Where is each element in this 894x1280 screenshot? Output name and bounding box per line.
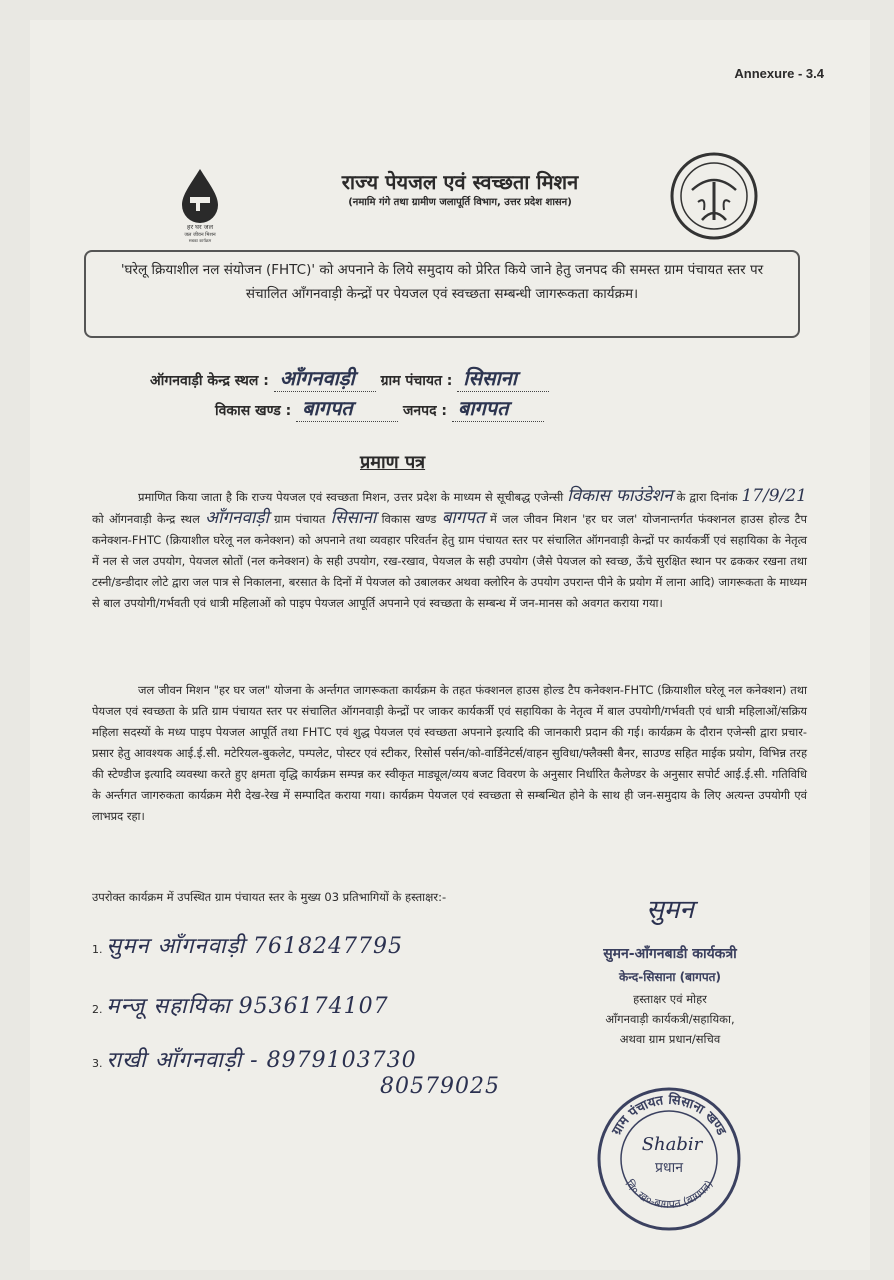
certificate-paragraph-1 — [92, 486, 807, 614]
program-box: 'घरेलू क्रियाशील नल संयोजन (FHTC)' को अपनाने के लिये समुदाय को प्रेरित किये जाने हेतु जनपद की समस्त ग्राम पंचायत स्तर पर संचालित आँगनवाड़ी केन्द्रों पर पेयजल एवं स्वच्छता सम्बन्धी जागरूकता कार्यक्रम। — [84, 250, 800, 338]
participant-3-extra — [380, 1074, 500, 1099]
vikas-khand-row — [215, 394, 544, 422]
site-name: आँगनवाड़ी — [205, 508, 269, 528]
para1-text-2: के द्वारा दिनांक — [676, 490, 738, 504]
gram-panchayat-label: ग्राम पंचायत : — [380, 373, 453, 389]
agency-name: विकास फाउंडेशन — [567, 486, 673, 506]
svg-text:ग्राम पंचायत सिसाना खण्ड — [609, 1092, 729, 1139]
participant-3 — [92, 1044, 417, 1074]
para1-text-1: प्रमाणित किया जाता है कि राज्य पेयजल एवं स्वच्छता मिशन, उत्तर प्रदेश के माध्यम से सूचीबद्ध एजेन्सी — [138, 490, 564, 504]
sign-label-2: आँगनवाड़ी कार्यकत्री/सहायिका, — [605, 1012, 735, 1026]
gram-pradhan-stamp — [594, 1084, 744, 1234]
header-subtitle: (नमामि गंगे तथा ग्रामीण जलापूर्ति विभाग, उत्तर प्रदेश शासन) — [348, 197, 572, 208]
para1-text-6: में जल जीवन मिशन 'हर घर जल' योजनान्तर्गत फंक्शनल हाउस होल्ड टैप कनेक्शन-FHTC (क्रियाशील घरेलू नल कनेक्शन) को अपनाने तथा व्यवहार परिवर्तन हेतु ग्राम पंचायत स्तर पर संचालित ऑगनवाड़ी केन्द्रों पर कार्यकर्त्री एवं सहायिका के नेतृत्व में नल से जल उपयोग, पेयजल स्रोतों (नल कनेक्शन) के सही उपयोग, रख-रखाव, पेयजल के सही उपयोग (जैसे पेयजल को स्वच्छ, ऊँचे सुरक्षित स्थान पर ढककर रखना तथा टस्नी/डन्डीदार लोटे द्वारा जल पात्र से निकालना, बरसात के दिनों में पेयजल को उबालकर अथवा क्लोरिन के उपयोग उपरान्त पीने के प्रयोग में लाना आदि) जागरूकता के माध्यम से बाल उपयोगी/गर्भवती एवं धात्री महिलाओं को पाइप पेयजल आपूर्ति अपनाने एवं स्वच्छता के सम्बन्ध में जन-मानस को अवगत कराया गया। — [92, 512, 807, 610]
header-title: राज्य पेयजल एवं स्वच्छता मिशन — [341, 170, 579, 194]
janpad-label: जनपद : — [402, 403, 447, 419]
sign-label-3: अथवा ग्राम प्रधान/सचिव — [619, 1032, 721, 1046]
participant-1 — [92, 930, 403, 960]
sign-label-1: हस्ताक्षर एवं मोहर — [633, 992, 707, 1006]
certificate-title: प्रमाण पत्र — [360, 452, 426, 473]
anganwadi-row — [150, 364, 549, 392]
svg-text:वि० ख०-बागपत (बागपत) — [622, 1178, 715, 1211]
logo-text-3: सबका कार्यक्रम — [188, 238, 212, 243]
participant-3-signature: राखी आँगनवाड़ी - 8979103730 — [106, 1048, 417, 1073]
gram-panchayat-value: सिसाना — [457, 364, 549, 392]
program-date: 17/9/21 — [741, 486, 807, 506]
har-ghar-jal-logo — [160, 165, 240, 245]
up-government-emblem — [668, 150, 760, 242]
stamp-bottom-text: वि० ख०-बागपत (बागपत) — [622, 1177, 716, 1211]
participant-2 — [92, 990, 389, 1020]
janpad-value: बागपत — [452, 394, 544, 422]
certificate-paragraph-2: जल जीवन मिशन "हर घर जल" योजना के अर्न्तगत जागरूकता कार्यक्रम के तहत फंक्शनल हाउस होल्ड टैप कनेक्शन-FHTC (क्रियाशील घरेलू नल कनेक्शन) तथा पेयजल एवं स्वच्छता के प्रति ग्राम पंचायत स्तर पर संचालित ऑगनवाड़ी केन्द्रों पर जाकर कार्यकर्त्री एवं सहायिका के नेतृत्व में बाल उपयोगी/गर्भवती एवं धात्री महिलाओं/सक्रिय महिला सदस्यों के मध्य पाइप पेयजल आपूर्ति तथा FHTC एवं शुद्ध पेयजल एवं स्वच्छता अपनाने इत्यादि की जानकारी प्रदान की गई। कार्यक्रम के दौरान एजेन्सी द्वारा प्रचार-प्रसार हेतु आवश्यक आई.ई.सी. मटेरियल-बुकलेट, पम्पलेट, पोस्टर एवं स्टीकर, रिसोर्स पर्सन/को-वार्डिनेटर्स/वाहन सुविधा/फ्लैक्सी बैनर, साउण्ड सहित माईक प्रयोग, विभिन्न तरह की स्टेण्डीज इत्यादि व्यवस्था करते हुए क्षमता वृद्धि कार्यक्रम सम्पन्न कर स्वीकृत माड्यूल/व्यय बजट विवरण के अनुसार निर्धारित कैलेण्डर के अनुसार सपोर्ट आई.ई.सी. गतिविधि के अर्न्तगत जागरुकता कार्यक्रम मेरी देख-रेख में सम्पादित कराया गया। कार्यक्रम पेयजल एवं स्वच्छता से सम्बन्धित होने के साथ ही जन-समुदाय के लिए अत्यन्त उपयोगी एवं लाभप्रद रहा। — [92, 683, 807, 823]
vikas-khand-value: बागपत — [296, 394, 398, 422]
participant-3-number: 3. — [92, 1057, 103, 1070]
worker-signature: सुमन — [646, 895, 694, 925]
participant-2-number: 2. — [92, 1003, 103, 1016]
participant-3-extra-number: 80579025 — [380, 1074, 500, 1099]
participant-1-signature: सुमन आँगनवाड़ी 7618247795 — [106, 934, 404, 959]
para1-text-4: ग्राम पंचायत — [274, 512, 326, 526]
stamp-ring-text: ग्राम पंचायत सिसाना खण्ड — [609, 1092, 729, 1138]
para1-text-3: को ऑगनवाड़ी केन्द्र स्थल — [92, 512, 200, 526]
panchayat-name: सिसाना — [330, 508, 377, 528]
anganwadi-value: आँगनवाड़ी — [274, 364, 376, 392]
para1-text-5: विकास खण्ड — [381, 512, 437, 526]
block-name: बागपत — [441, 508, 485, 528]
worker-stamp-line-2: केन्द-सिसाना (बागपत) — [618, 970, 721, 984]
stamp-signature: Shabir — [641, 1134, 703, 1155]
logo-text-1: हर घर जल — [187, 223, 213, 231]
anganwadi-label: ऑगनवाड़ी केन्द्र स्थल : — [150, 373, 269, 389]
signatures-intro: उपरोक्त कार्यक्रम में उपस्थित ग्राम पंचायत स्तर के मुख्य 03 प्रतिभागियों के हस्ताक्षर:- — [92, 890, 447, 904]
participant-2-signature: मन्जू सहायिका 9536174107 — [106, 994, 389, 1019]
stamp-center-text: प्रधान — [655, 1160, 683, 1176]
vikas-khand-label: विकास खण्ड : — [215, 403, 292, 419]
worker-stamp-line-1: सुमन-आँगनबाडी कार्यकत्री — [603, 946, 737, 962]
annexure-label: Annexure - 3.4 — [734, 66, 824, 81]
logo-text-2: जल जीवन मिशन — [184, 232, 216, 238]
participant-1-number: 1. — [92, 943, 103, 956]
